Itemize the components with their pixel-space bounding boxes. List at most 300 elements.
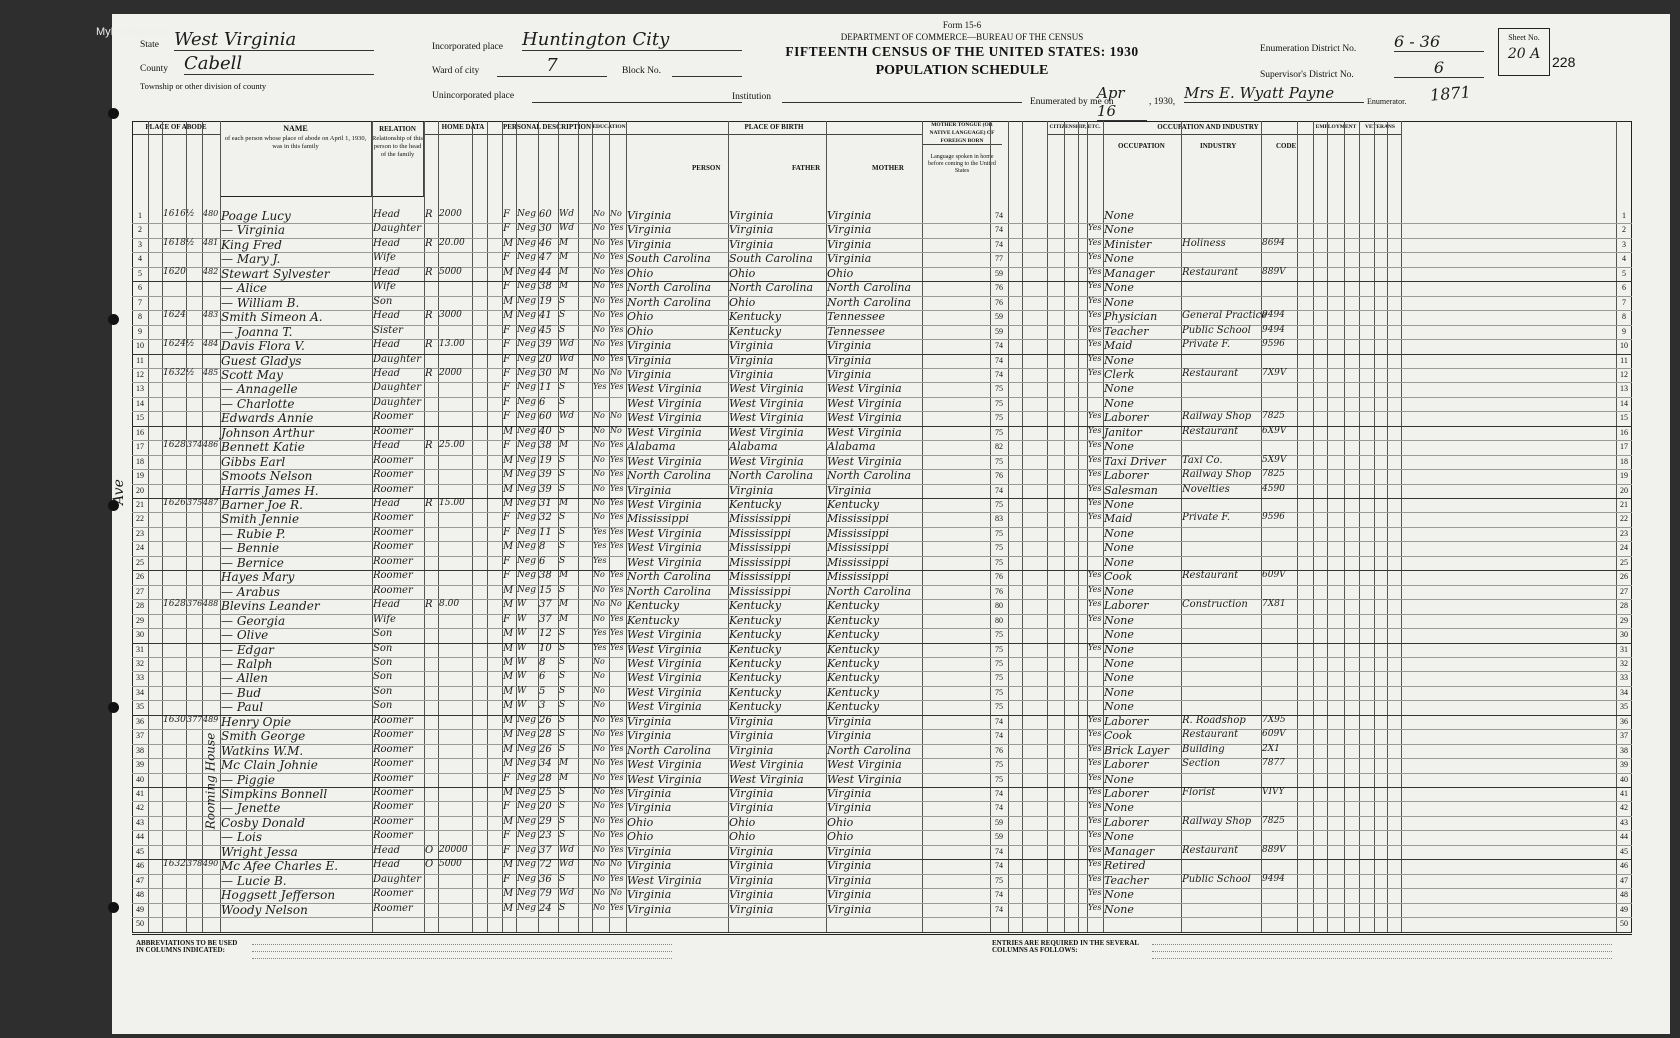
row-17-code: 82 xyxy=(995,442,1003,452)
row-47-occode: 9494 xyxy=(1262,873,1285,884)
row-4-sex: F xyxy=(503,252,510,264)
row-22-rel: Roomer xyxy=(373,512,413,524)
row-5-fam: 482 xyxy=(203,266,219,276)
row-27-rel: Roomer xyxy=(373,584,413,596)
row-44-n: 44 xyxy=(136,832,144,842)
row-4-mb: Virginia xyxy=(827,252,872,266)
enumerated-date: Apr 16 xyxy=(1097,84,1147,121)
row-38-ms: S xyxy=(559,743,566,754)
row-21-school: No xyxy=(593,498,605,507)
row-36-code: 74 xyxy=(995,716,1003,726)
row-42-emp: Yes xyxy=(1088,801,1102,811)
row-44-race: Neg xyxy=(517,830,536,841)
row-28-house: 1628 xyxy=(163,599,186,610)
row-35-code: 75 xyxy=(995,702,1003,712)
footer-abbrev-title: ABBREVIATIONS TO BE USED IN COLUMNS INDICATED: xyxy=(136,939,238,954)
row-39-ind: Section xyxy=(1182,758,1221,770)
row-27-school: No xyxy=(593,584,605,594)
row-43-code: 59 xyxy=(995,817,1003,827)
row-21-dwell: 375 xyxy=(187,498,203,507)
row-43-ind: Railway Shop xyxy=(1182,815,1252,827)
row-46-n: 46 xyxy=(136,861,144,871)
row-14-age: 6 xyxy=(539,396,546,408)
row-6-code: 76 xyxy=(995,283,1003,293)
row-3-read: Yes xyxy=(610,237,624,247)
row-7-rel: Son xyxy=(373,295,393,307)
row-22-fb: Mississippi xyxy=(729,512,791,526)
enumerator-label: Enumerator. xyxy=(1367,97,1407,106)
row-17-name: Bennett Katie xyxy=(221,440,305,455)
row-16-ms: S xyxy=(559,425,566,436)
row-18-sex: M xyxy=(503,454,514,466)
row-41-rel: Roomer xyxy=(373,787,413,798)
row-10-age: 39 xyxy=(539,339,552,351)
row-15-mb: West Virginia xyxy=(827,411,902,425)
row-22-n: 22 xyxy=(136,514,144,524)
row-27-name: — Arabus xyxy=(221,584,280,599)
row-17-school: No xyxy=(593,440,605,450)
row-37-name: Smith George xyxy=(221,729,306,744)
page-number: 228 xyxy=(1552,54,1576,70)
row-24-n: 24 xyxy=(136,543,144,553)
row-24-rel: Roomer xyxy=(373,541,413,553)
row-43-pb: Ohio xyxy=(627,815,654,829)
row-number-right: 40 xyxy=(1620,774,1628,784)
row-45-race: Neg xyxy=(517,844,536,855)
row-12-mb: Virginia xyxy=(827,367,872,381)
row-9-n: 9 xyxy=(138,326,142,336)
row-15-rel: Roomer xyxy=(373,411,413,423)
row-49-emp: Yes xyxy=(1088,902,1102,912)
row-30-n: 30 xyxy=(136,630,144,640)
header-industry: INDUSTRY xyxy=(1200,142,1237,150)
row-48-pb: Virginia xyxy=(627,888,672,902)
row-29-mb: Kentucky xyxy=(827,613,880,627)
row-28-mb: Kentucky xyxy=(827,599,880,613)
row-3-house: 1618½ xyxy=(163,237,195,248)
row-10-mb: Virginia xyxy=(827,339,872,353)
row-5-age: 44 xyxy=(539,266,552,278)
margin-note-rooming: Rooming House xyxy=(203,732,218,830)
row-22-race: Neg xyxy=(517,512,536,523)
row-23-occ: None xyxy=(1104,526,1134,540)
row-11-age: 20 xyxy=(539,353,552,365)
row-number-right: 32 xyxy=(1620,658,1628,668)
row-21-house: 1626 xyxy=(163,498,186,508)
row-3-n: 3 xyxy=(138,239,142,249)
row-28-code: 80 xyxy=(995,601,1003,611)
row-number-right: 20 xyxy=(1620,485,1628,495)
row-34-fb: Kentucky xyxy=(729,685,782,699)
row-22-mb: Mississippi xyxy=(827,512,889,526)
row-8-home: R xyxy=(425,310,433,322)
row-4-read: Yes xyxy=(610,252,624,262)
row-25-mb: Mississippi xyxy=(827,555,889,569)
row-36-age: 26 xyxy=(539,714,552,726)
row-8-mb: Tennessee xyxy=(827,310,885,324)
row-14-pb: West Virginia xyxy=(627,396,702,410)
row-19-pb: North Carolina xyxy=(627,469,712,483)
row-11-name: Guest Gladys xyxy=(221,353,302,368)
row-5-emp: Yes xyxy=(1088,266,1102,276)
row-48-occ: None xyxy=(1104,888,1134,902)
row-47-n: 47 xyxy=(136,875,144,885)
row-6-sex: F xyxy=(503,281,510,293)
row-37-occode: 609V xyxy=(1262,729,1286,740)
row-46-emp: Yes xyxy=(1088,859,1102,869)
row-12-n: 12 xyxy=(136,369,144,379)
group-education: EDUCATION xyxy=(592,121,626,135)
row-10-code: 74 xyxy=(995,341,1003,351)
row-13-fb: West Virginia xyxy=(729,382,804,396)
row-9-pb: Ohio xyxy=(627,324,654,338)
row-8-emp: Yes xyxy=(1088,310,1102,320)
row-17-pb: Alabama xyxy=(627,440,676,454)
row-30-read: Yes xyxy=(610,628,624,638)
row-19-sex: M xyxy=(503,469,514,481)
row-37-ind: Restaurant xyxy=(1182,729,1239,741)
row-39-occ: Laborer xyxy=(1104,758,1149,772)
row-number-right: 22 xyxy=(1620,514,1628,524)
row-41-pb: Virginia xyxy=(627,787,672,800)
row-number-right: 9 xyxy=(1622,326,1626,336)
row-23-ms: S xyxy=(559,526,566,537)
row-12-race: Neg xyxy=(517,367,536,378)
row-7-fb: Ohio xyxy=(729,295,756,309)
row-48-name: Hoggsett Jefferson xyxy=(221,888,336,903)
header-father: FATHER xyxy=(792,164,821,172)
row-33-age: 6 xyxy=(539,671,546,683)
row-49-code: 74 xyxy=(995,904,1003,914)
row-41-age: 25 xyxy=(539,787,552,798)
row-45-val: 20000 xyxy=(439,844,468,855)
row-44-school: No xyxy=(593,830,605,840)
row-26-mb: Mississippi xyxy=(827,570,889,584)
row-36-rel: Roomer xyxy=(373,714,413,726)
row-23-mb: Mississippi xyxy=(827,526,889,540)
row-15-emp: Yes xyxy=(1088,411,1102,421)
row-5-school: No xyxy=(593,266,605,276)
row-43-read: Yes xyxy=(610,815,624,825)
row-47-ind: Public School xyxy=(1182,873,1251,885)
row-1-house: 1616½ xyxy=(163,209,195,219)
row-number-right: 41 xyxy=(1620,789,1628,798)
row-21-read: Yes xyxy=(610,498,624,507)
row-40-mb: West Virginia xyxy=(827,772,902,786)
row-10-race: Neg xyxy=(517,339,536,350)
row-24-pb: West Virginia xyxy=(627,541,702,555)
row-42-code: 74 xyxy=(995,803,1003,813)
row-36-ms: S xyxy=(559,714,566,725)
row-38-emp: Yes xyxy=(1088,743,1102,753)
row-27-race: Neg xyxy=(517,584,536,595)
row-26-sex: F xyxy=(503,570,510,582)
row-33-fb: Kentucky xyxy=(729,671,782,685)
row-41-n: 41 xyxy=(136,789,144,798)
row-23-race: Neg xyxy=(517,526,536,537)
row-43-occ: Laborer xyxy=(1104,815,1149,829)
row-18-age: 19 xyxy=(539,454,552,466)
row-36-fam: 489 xyxy=(203,714,219,724)
row-42-rel: Roomer xyxy=(373,801,413,813)
row-17-val: 25.00 xyxy=(439,440,465,451)
row-12-name: Scott May xyxy=(221,367,283,382)
row-6-read: Yes xyxy=(610,281,624,291)
row-11-emp: Yes xyxy=(1088,353,1102,363)
row-11-rel: Daughter xyxy=(373,353,421,365)
row-48-n: 48 xyxy=(136,890,144,900)
row-4-ms: M xyxy=(559,252,569,263)
row-28-dwell: 376 xyxy=(187,599,203,609)
row-28-ms: M xyxy=(559,599,569,610)
block-label: Block No. xyxy=(622,66,662,76)
row-2-sex: F xyxy=(503,223,510,235)
row-20-mb: Virginia xyxy=(827,483,872,497)
row-1-race: Neg xyxy=(517,209,536,219)
row-number-right: 35 xyxy=(1620,702,1628,712)
row-18-read: Yes xyxy=(610,454,624,464)
row-25-sex: F xyxy=(503,555,510,567)
row-10-read: Yes xyxy=(610,339,624,349)
row-number-right: 33 xyxy=(1620,673,1628,683)
row-27-pb: North Carolina xyxy=(627,584,712,598)
supervisor-value: 6 xyxy=(1394,58,1484,78)
row-1-occ: None xyxy=(1104,209,1134,222)
row-34-age: 5 xyxy=(539,685,546,697)
row-14-n: 14 xyxy=(136,398,144,408)
row-31-age: 10 xyxy=(539,642,552,654)
row-37-read: Yes xyxy=(610,729,624,739)
census-title: FIFTEENTH CENSUS OF THE UNITED STATES: 1930 xyxy=(785,44,1139,59)
row-6-occ: None xyxy=(1104,281,1134,295)
row-15-read: No xyxy=(610,411,622,421)
row-39-fb: West Virginia xyxy=(729,758,804,772)
row-12-emp: Yes xyxy=(1088,367,1102,377)
row-2-emp: Yes xyxy=(1088,223,1102,233)
row-33-mb: Kentucky xyxy=(827,671,880,685)
row-45-home: O xyxy=(425,844,434,856)
header-name: NAME of each person whose place of abode on April 1, 1930, was in this family xyxy=(220,121,372,197)
row-11-n: 11 xyxy=(136,355,144,365)
row-26-race: Neg xyxy=(517,570,536,581)
punch-hole xyxy=(108,108,119,119)
row-18-ms: S xyxy=(559,454,566,465)
row-18-ind: Taxi Co. xyxy=(1182,454,1223,466)
row-47-race: Neg xyxy=(517,873,536,884)
row-8-race: Neg xyxy=(517,310,536,321)
row-3-ms: M xyxy=(559,237,569,248)
row-1-code: 74 xyxy=(995,211,1003,220)
row-21-n: 21 xyxy=(136,500,144,509)
row-number-right: 50 xyxy=(1620,919,1628,929)
header-relation: RELATION Relationship of this person to the head of the family xyxy=(372,121,424,197)
row-15-occode: 7825 xyxy=(1262,411,1285,422)
row-37-school: No xyxy=(593,729,605,739)
row-26-fb: Mississippi xyxy=(729,570,791,584)
row-6-n: 6 xyxy=(138,283,142,293)
row-45-sex: F xyxy=(503,844,510,856)
row-34-occ: None xyxy=(1104,685,1134,699)
state-label: State xyxy=(140,40,159,50)
row-3-occ: Minister xyxy=(1104,237,1152,251)
row-5-code: 59 xyxy=(995,268,1003,278)
row-33-sex: M xyxy=(503,671,514,683)
row-number-right: 16 xyxy=(1620,427,1628,437)
row-20-code: 74 xyxy=(995,485,1003,495)
row-45-occode: 889V xyxy=(1262,844,1286,855)
row-number-right: 47 xyxy=(1620,875,1628,885)
row-8-ind: General Practice xyxy=(1182,310,1268,322)
row-22-ind: Private F. xyxy=(1182,512,1230,524)
row-12-home: R xyxy=(425,367,433,379)
row-3-name: King Fred xyxy=(221,237,282,252)
row-29-ms: M xyxy=(559,613,569,624)
row-24-name: — Bennie xyxy=(221,541,280,556)
institution-label: Institution xyxy=(732,92,772,102)
row-9-rel: Sister xyxy=(373,324,403,336)
row-43-race: Neg xyxy=(517,815,536,826)
row-23-name: — Rubie P. xyxy=(221,526,286,541)
row-33-school: No xyxy=(593,671,605,681)
row-42-pb: Virginia xyxy=(627,801,672,815)
row-number-right: 21 xyxy=(1620,500,1628,509)
row-19-rel: Roomer xyxy=(373,469,413,481)
row-2-age: 30 xyxy=(539,223,552,235)
row-43-mb: Ohio xyxy=(827,815,854,829)
row-number-right: 1 xyxy=(1622,211,1626,220)
row-number-right: 17 xyxy=(1620,442,1628,452)
row-15-n: 15 xyxy=(136,413,144,423)
row-number-right: 26 xyxy=(1620,572,1628,582)
row-5-read: Yes xyxy=(610,266,624,276)
row-2-rel: Daughter xyxy=(373,223,421,235)
row-45-emp: Yes xyxy=(1088,844,1102,854)
row-number-right: 23 xyxy=(1620,528,1628,538)
row-number-right: 7 xyxy=(1622,297,1626,307)
row-45-read: Yes xyxy=(610,844,624,854)
row-9-ind: Public School xyxy=(1182,324,1251,336)
row-29-rel: Wife xyxy=(373,613,396,625)
row-29-n: 29 xyxy=(136,615,144,625)
row-8-rel: Head xyxy=(373,310,401,322)
sheet-label: Sheet No. xyxy=(1508,33,1540,42)
row-26-occ: Cook xyxy=(1104,570,1133,584)
row-49-read: Yes xyxy=(610,902,624,912)
row-29-occ: None xyxy=(1104,613,1134,627)
row-28-emp: Yes xyxy=(1088,599,1102,609)
row-27-read: Yes xyxy=(610,584,624,594)
row-3-rel: Head xyxy=(373,237,401,249)
row-34-rel: Son xyxy=(373,685,393,697)
row-26-n: 26 xyxy=(136,572,144,582)
row-number-right: 49 xyxy=(1620,904,1628,914)
row-43-school: No xyxy=(593,815,605,825)
row-10-n: 10 xyxy=(136,341,144,351)
row-21-fam: 487 xyxy=(203,498,219,507)
row-21-pb: West Virginia xyxy=(627,498,702,511)
row-17-home: R xyxy=(425,440,433,452)
row-20-emp: Yes xyxy=(1088,483,1102,493)
row-8-read: Yes xyxy=(610,310,624,320)
row-8-val: 3000 xyxy=(439,310,462,321)
row-26-name: Hayes Mary xyxy=(221,570,295,585)
row-16-n: 16 xyxy=(136,427,144,437)
row-40-read: Yes xyxy=(610,772,624,782)
row-8-n: 8 xyxy=(138,312,142,322)
row-30-name: — Olive xyxy=(221,628,269,643)
row-30-pb: West Virginia xyxy=(627,628,702,642)
row-32-ms: S xyxy=(559,656,566,667)
enumerated-year: , 1930, xyxy=(1149,97,1176,107)
row-47-read: Yes xyxy=(610,873,624,883)
row-48-race: Neg xyxy=(517,888,536,899)
row-21-occ: None xyxy=(1104,498,1134,511)
row-32-fb: Kentucky xyxy=(729,656,782,670)
row-15-race: Neg xyxy=(517,411,536,422)
enumerated-label: Enumerated by me on xyxy=(1030,97,1114,107)
row-36-race: Neg xyxy=(517,714,536,725)
row-11-ms: Wd xyxy=(559,353,575,364)
row-46-dwell: 378 xyxy=(187,859,203,869)
row-2-ms: Wd xyxy=(559,223,575,234)
row-15-pb: West Virginia xyxy=(627,411,702,425)
row-36-occode: 7X95 xyxy=(1262,714,1286,725)
header-occupation: OCCUPATION xyxy=(1118,142,1165,150)
row-35-race: W xyxy=(517,700,527,711)
row-17-age: 38 xyxy=(539,440,552,452)
row-18-n: 18 xyxy=(136,456,144,466)
row-27-emp: Yes xyxy=(1088,584,1102,594)
row-18-occ: Taxi Driver xyxy=(1104,454,1166,468)
row-46-race: Neg xyxy=(517,859,536,870)
row-48-read: No xyxy=(610,888,622,898)
row-28-sex: M xyxy=(503,599,514,611)
row-19-n: 19 xyxy=(136,471,144,481)
row-10-ind: Private F. xyxy=(1182,339,1230,351)
row-32-name: — Ralph xyxy=(221,656,273,671)
row-23-sex: F xyxy=(503,526,510,538)
row-5-rel: Head xyxy=(373,266,401,278)
row-31-n: 31 xyxy=(136,644,144,654)
group-tongue: MOTHER TONGUE (OR NATIVE LANGUAGE) OF FOREIGN BORN xyxy=(922,121,1002,145)
row-3-home: R xyxy=(425,237,433,249)
row-41-name: Simpkins Bonnell xyxy=(221,787,328,801)
incorporated-label: Incorporated place xyxy=(432,42,503,52)
row-43-sex: M xyxy=(503,815,514,827)
county-value: Cabell xyxy=(184,53,374,75)
row-35-ms: S xyxy=(559,700,566,711)
row-48-emp: Yes xyxy=(1088,888,1102,898)
row-30-sex: M xyxy=(503,628,514,640)
row-48-school: No xyxy=(593,888,605,898)
row-41-code: 74 xyxy=(995,789,1003,798)
row-34-mb: Kentucky xyxy=(827,685,880,699)
row-5-ind: Restaurant xyxy=(1182,266,1239,278)
row-19-ind: Railway Shop xyxy=(1182,469,1252,481)
row-19-ms: S xyxy=(559,469,566,480)
row-39-ms: M xyxy=(559,758,569,769)
row-25-n: 25 xyxy=(136,557,144,567)
row-43-occode: 7825 xyxy=(1262,815,1285,826)
watermark: MyFamily.com xyxy=(96,26,167,38)
row-37-sex: M xyxy=(503,729,514,741)
row-49-age: 24 xyxy=(539,902,552,914)
row-10-name: Davis Flora V. xyxy=(221,339,305,354)
row-5-race: Neg xyxy=(517,266,536,277)
row-9-code: 59 xyxy=(995,326,1003,336)
row-number-right: 31 xyxy=(1620,644,1628,654)
form-number: Form 15-6 xyxy=(942,20,982,30)
